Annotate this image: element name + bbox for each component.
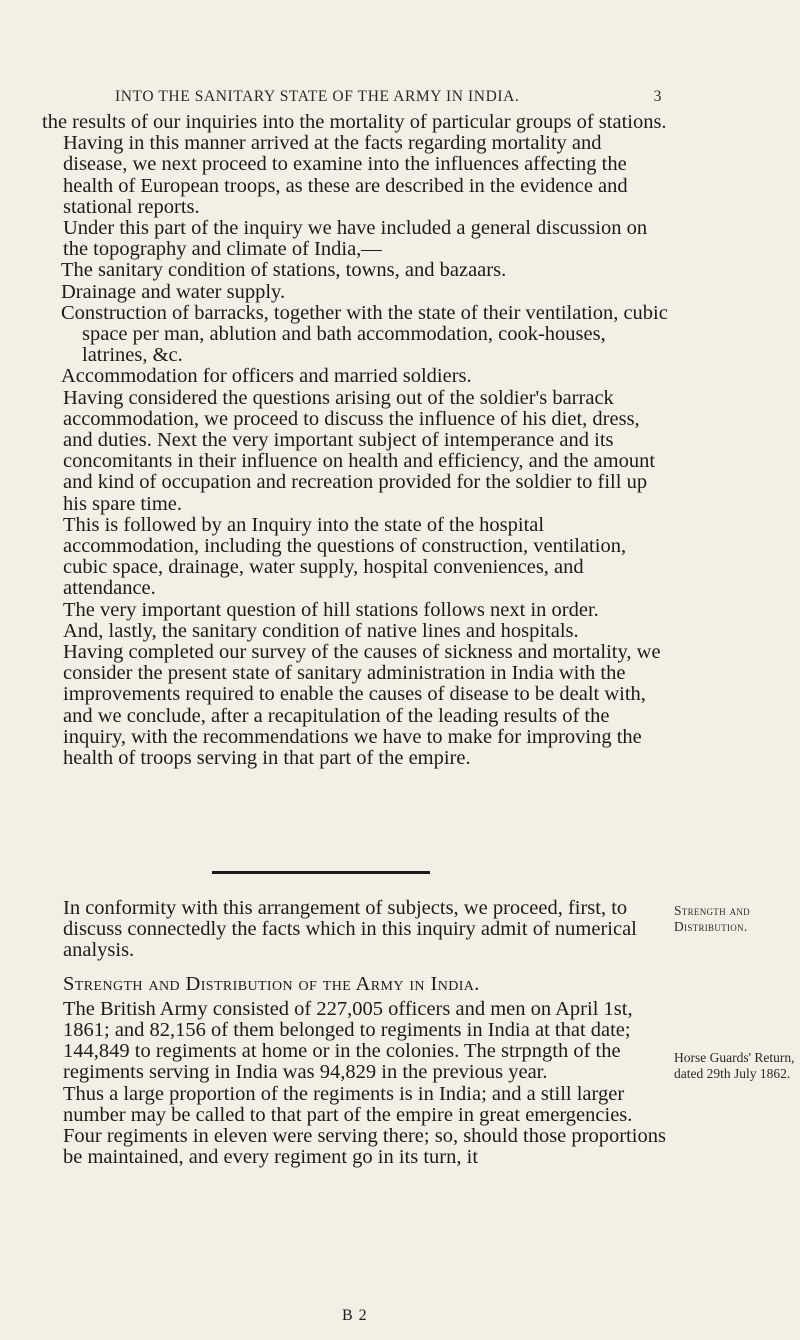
list-item-barracks: Construction of barracks, together with the state of their ventilation, cubic space per man, ablution and bath accommodation, cook-houses, latrines, &c.: [61, 301, 668, 367]
paragraph-proportion: Thus a large proportion of the regiments is in India; and a still larger number may be called to that part of the empire in great emergencies.: [63, 1082, 633, 1126]
list-item-accommodation: Accommodation for officers and married soldiers.: [61, 365, 472, 388]
section-heading: Strength and Distribution of the Army in India.: [63, 972, 480, 995]
divider-line-top: [212, 871, 430, 874]
paragraph-conclusion: Having completed our survey of the causes of sickness and mortality, we consider the present state of sanitary administration in India with the improvements required to enable the causes of disease to be dealt with, and we conclude, after a recapitulation of the leading results of the inquiry, with the recommendations we have to make for improving the health of troops serving in that part of the empire.: [63, 641, 661, 770]
paragraph-diet: Having considered the questions arising out of the soldier's barrack accommodation, we proceed to discuss the influence of his diet, dress, and duties. Next the very important subject of intemperance and its concomitants in their influence on health and efficiency, and the amount and kind of occupation and recreation provided for the soldier to fill up his spare time.: [63, 386, 656, 515]
margin-note-return: Horse Guards' Return, dated 29th July 1862.: [674, 1050, 795, 1081]
section-one: [42, 112, 668, 769]
paragraph-3: Under this part of the inquiry we have included a general discussion on the topography and climate of India,—: [63, 217, 648, 261]
paragraph-hill-stations: The very important question of hill stations follows next in order.: [63, 598, 599, 621]
list-item-sanitary: The sanitary condition of stations, towns, and bazaars.: [61, 259, 507, 282]
margin-note-strength: Strength and Distribution.: [674, 903, 750, 934]
list-item-drainage: Drainage and water supply.: [61, 280, 286, 303]
section-two: [42, 898, 668, 1168]
paragraph-1: the results of our inquiries into the mortality of particular groups of stations.: [42, 111, 667, 133]
paragraph-2: Having in this manner arrived at the facts regarding mortality and disease, we next proceed to examine into the influences affecting the health of European troops, as these are described in the evidence and stational reports.: [63, 132, 628, 218]
paragraph-hospital: This is followed by an Inquiry into the state of the hospital accommodation, including the questions of construction, ventilation, cubic space, drainage, water supply, hospital conveniences, and attendance.: [63, 513, 627, 600]
running-title: INTO THE SANITARY STATE OF THE ARMY IN INDIA.: [115, 88, 520, 105]
paragraph-regiments: Four regiments in eleven were serving there; so, should those proportions be maintained, and every regiment go in its turn, it: [63, 1125, 666, 1169]
paragraph-intro: In conformity with this arrangement of subjects, we proceed, first, to discuss connectedly the facts which in this inquiry admit of numerical analysis.: [63, 897, 637, 962]
paragraph-strength: The British Army consisted of 227,005 officers and men on April 1st, 1861; and 82,156 of them belonged to regiments in India at that date; 144,849 to regiments at home or in the colonies. The strpngth of the regiments serving in India was 94,829 in the previous year.: [63, 997, 633, 1084]
signature-mark: B 2: [342, 1307, 368, 1324]
section-divider: [0, 871, 800, 877]
page-number: 3: [653, 88, 662, 105]
paragraph-native-lines: And, lastly, the sanitary condition of native lines and hospitals.: [63, 619, 579, 642]
running-header: [115, 88, 660, 106]
